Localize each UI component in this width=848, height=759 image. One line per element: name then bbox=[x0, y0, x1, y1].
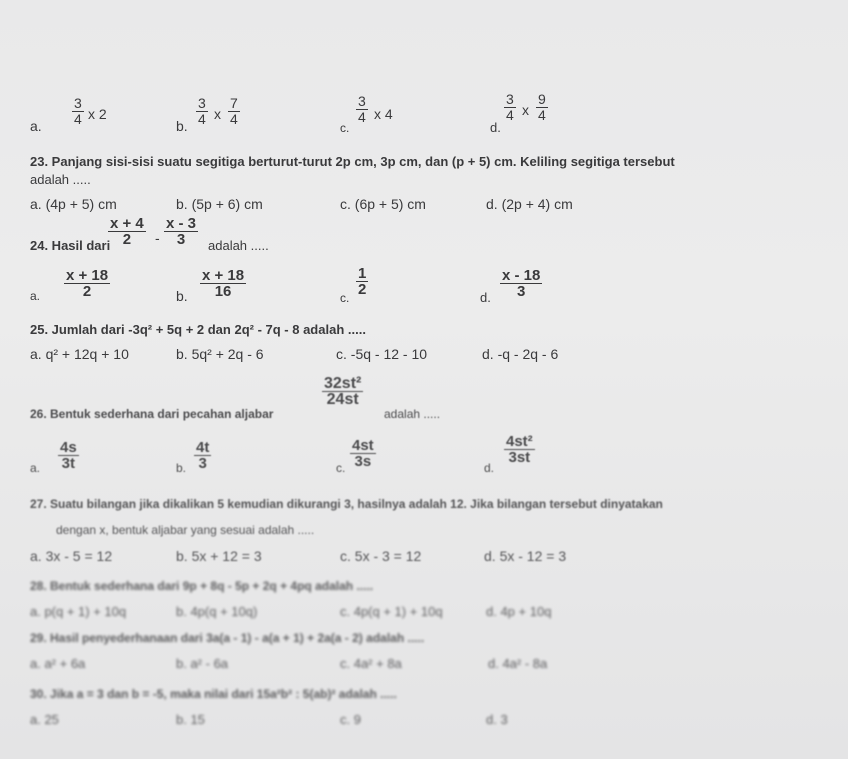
fraction-numerator: x - 3 bbox=[166, 215, 197, 232]
q23-option-d: d. (2p + 4) cm bbox=[486, 196, 573, 212]
fraction-denominator: 3 bbox=[194, 455, 211, 471]
q25-option-b: b. 5q² + 2q - 6 bbox=[176, 346, 264, 362]
q24-option-c-fraction bbox=[356, 266, 368, 297]
fraction-denominator: 3st bbox=[504, 449, 535, 465]
q25-option-d: d. -q - 2q - 6 bbox=[482, 346, 559, 362]
q22-option-a-tail: x 2 bbox=[88, 106, 107, 122]
fraction-numerator: 3 bbox=[358, 93, 366, 109]
q23-option-a: a. (4p + 5) cm bbox=[30, 196, 117, 212]
fraction-denominator: 4 bbox=[74, 111, 82, 127]
fraction-denominator: 4 bbox=[198, 111, 206, 127]
q24-option-a-fraction bbox=[64, 268, 110, 299]
fraction-numerator: 3 bbox=[74, 95, 82, 111]
q24-text-prefix: 24. Hasil dari bbox=[30, 238, 111, 253]
fraction-denominator: 4 bbox=[358, 109, 366, 125]
q22-option-b-fraction-2 bbox=[228, 96, 240, 127]
fraction-numerator: 32st² bbox=[324, 375, 362, 392]
q25-option-a: a. q² + 12q + 10 bbox=[30, 346, 129, 362]
q22-option-c-tail: x 4 bbox=[374, 106, 393, 122]
fraction-denominator: 3t bbox=[58, 455, 79, 471]
q22-option-b-fraction-1 bbox=[196, 96, 208, 127]
fraction-denominator: 2 bbox=[64, 283, 110, 299]
q22-option-a-fraction bbox=[72, 96, 84, 127]
q23-option-b: b. (5p + 6) cm bbox=[176, 196, 263, 212]
q24-fraction-2 bbox=[164, 216, 198, 247]
q26-option-b-fraction bbox=[194, 440, 211, 471]
fraction-numerator: 3 bbox=[506, 91, 514, 107]
q26-option-b-label: b. bbox=[176, 461, 187, 475]
q28-option-b: b. 4p(q + 10q) bbox=[176, 604, 258, 619]
q28-option-c: c. 4p(q + 1) + 10q bbox=[340, 604, 443, 619]
fraction-denominator: 3 bbox=[500, 283, 542, 299]
q22-option-d-fraction-2 bbox=[536, 92, 548, 123]
q26-option-a-label: a. bbox=[30, 461, 41, 475]
q26-option-a-fraction bbox=[58, 440, 79, 471]
q29-option-c: c. 4a² + 8a bbox=[340, 656, 402, 671]
q24-option-d-fraction bbox=[500, 268, 542, 299]
q28-option-a: a. p(q + 1) + 10q bbox=[30, 604, 127, 619]
q23-text-continued: adalah ..... bbox=[30, 172, 91, 187]
q29-option-d: d. 4a² - 8a bbox=[488, 656, 548, 671]
fraction-numerator: 4t bbox=[196, 439, 210, 456]
q22-option-c-label: c. bbox=[340, 121, 350, 135]
q24-minus-sign: - bbox=[155, 230, 160, 246]
q23-option-c: c. (6p + 5) cm bbox=[340, 196, 426, 212]
q26-option-c-fraction bbox=[350, 438, 376, 469]
fraction-denominator: 3 bbox=[164, 231, 198, 247]
fraction-denominator: 2 bbox=[358, 281, 367, 298]
q26-text-suffix: adalah ..... bbox=[384, 407, 441, 421]
q27-text: 27. Suatu bilangan jika dikalikan 5 kemudian dikurangi 3, hasilnya adalah 12. Jika bilangan tersebut dinyatakan bbox=[30, 497, 663, 511]
q30-option-c: c. 9 bbox=[340, 712, 361, 727]
q22-option-d-label: d. bbox=[490, 120, 501, 135]
q27-option-b: b. 5x + 12 = 3 bbox=[176, 548, 262, 564]
q23-text: 23. Panjang sisi-sisi suatu segitiga berturut-turut 2p cm, 3p cm, dan (p + 5) cm. Keliling segitiga tersebut bbox=[30, 154, 675, 169]
q24-option-c-label: c. bbox=[340, 291, 350, 305]
q27-option-a: a. 3x - 5 = 12 bbox=[30, 548, 113, 564]
fraction-numerator: 4s bbox=[60, 439, 77, 456]
q30-option-d: d. 3 bbox=[486, 712, 508, 727]
fraction-numerator: x + 18 bbox=[202, 267, 245, 284]
fraction-numerator: x + 18 bbox=[66, 267, 109, 284]
q26-text-prefix: 26. Bentuk sederhana dari pecahan aljabar bbox=[30, 407, 274, 421]
q26-fraction bbox=[322, 376, 363, 407]
q30-option-a: a. 25 bbox=[30, 712, 59, 727]
q27-option-c: c. 5x - 3 = 12 bbox=[340, 548, 422, 564]
fraction-denominator: 4 bbox=[538, 107, 546, 123]
q22-option-d-fraction-1 bbox=[504, 92, 516, 123]
q24-option-a-label: a. bbox=[30, 289, 41, 303]
q24-option-b-label: b. bbox=[176, 288, 188, 304]
q24-text-suffix: adalah ..... bbox=[208, 238, 269, 253]
q29-option-a: a. a² + 6a bbox=[30, 656, 86, 671]
q27-option-d: d. 5x - 12 = 3 bbox=[484, 548, 567, 564]
fraction-denominator: 3s bbox=[350, 453, 376, 469]
q29-option-b: b. a² - 6a bbox=[176, 656, 229, 671]
fraction-denominator: 24st bbox=[322, 391, 363, 407]
fraction-numerator: x - 18 bbox=[502, 267, 541, 284]
fraction-numerator: 4st² bbox=[506, 433, 533, 450]
q22-option-a-label: a. bbox=[30, 118, 42, 134]
q30-option-b: b. 15 bbox=[176, 712, 205, 727]
fraction-numerator: 9 bbox=[538, 91, 546, 107]
fraction-denominator: 4 bbox=[230, 111, 238, 127]
q25-option-c: c. -5q - 12 - 10 bbox=[336, 346, 428, 362]
q26-option-d-fraction bbox=[504, 434, 535, 465]
q24-option-b-fraction bbox=[200, 268, 246, 299]
fraction-numerator: 7 bbox=[230, 95, 238, 111]
q25-text: 25. Jumlah dari -3q² + 5q + 2 dan 2q² - 7q - 8 adalah ..... bbox=[30, 322, 366, 337]
fraction-numerator: 1 bbox=[358, 265, 367, 282]
q27-text-continued: dengan x, bentuk aljabar yang sesuai adalah ..... bbox=[56, 523, 315, 537]
q22-option-b-times: x bbox=[214, 106, 221, 122]
q26-option-c-label: c. bbox=[336, 461, 346, 475]
q29-text: 29. Hasil penyederhanaan dari 3a(a - 1) - a(a + 1) + 2a(a - 2) adalah ..... bbox=[30, 631, 425, 645]
q22-option-d-times: x bbox=[522, 102, 529, 118]
q22-option-c-fraction bbox=[356, 94, 368, 125]
q24-fraction-1 bbox=[108, 216, 146, 247]
fraction-denominator: 4 bbox=[506, 107, 514, 123]
fraction-numerator: x + 4 bbox=[110, 215, 144, 232]
q22-option-b-label: b. bbox=[176, 118, 188, 134]
fraction-numerator: 3 bbox=[198, 95, 206, 111]
q26-option-d-label: d. bbox=[484, 461, 495, 475]
fraction-numerator: 4st bbox=[352, 437, 374, 454]
q24-option-d-label: d. bbox=[480, 290, 491, 305]
q30-text: 30. Jika a = 3 dan b = -5, maka nilai dari 15a²b² : 5(ab)² adalah ..... bbox=[30, 687, 397, 701]
fraction-denominator: 16 bbox=[200, 283, 246, 299]
q28-text: 28. Bentuk sederhana dari 9p + 8q - 5p + 2q + 4pq adalah ..... bbox=[30, 579, 374, 593]
q28-option-d: d. 4p + 10q bbox=[486, 604, 552, 619]
fraction-denominator: 2 bbox=[108, 231, 146, 247]
